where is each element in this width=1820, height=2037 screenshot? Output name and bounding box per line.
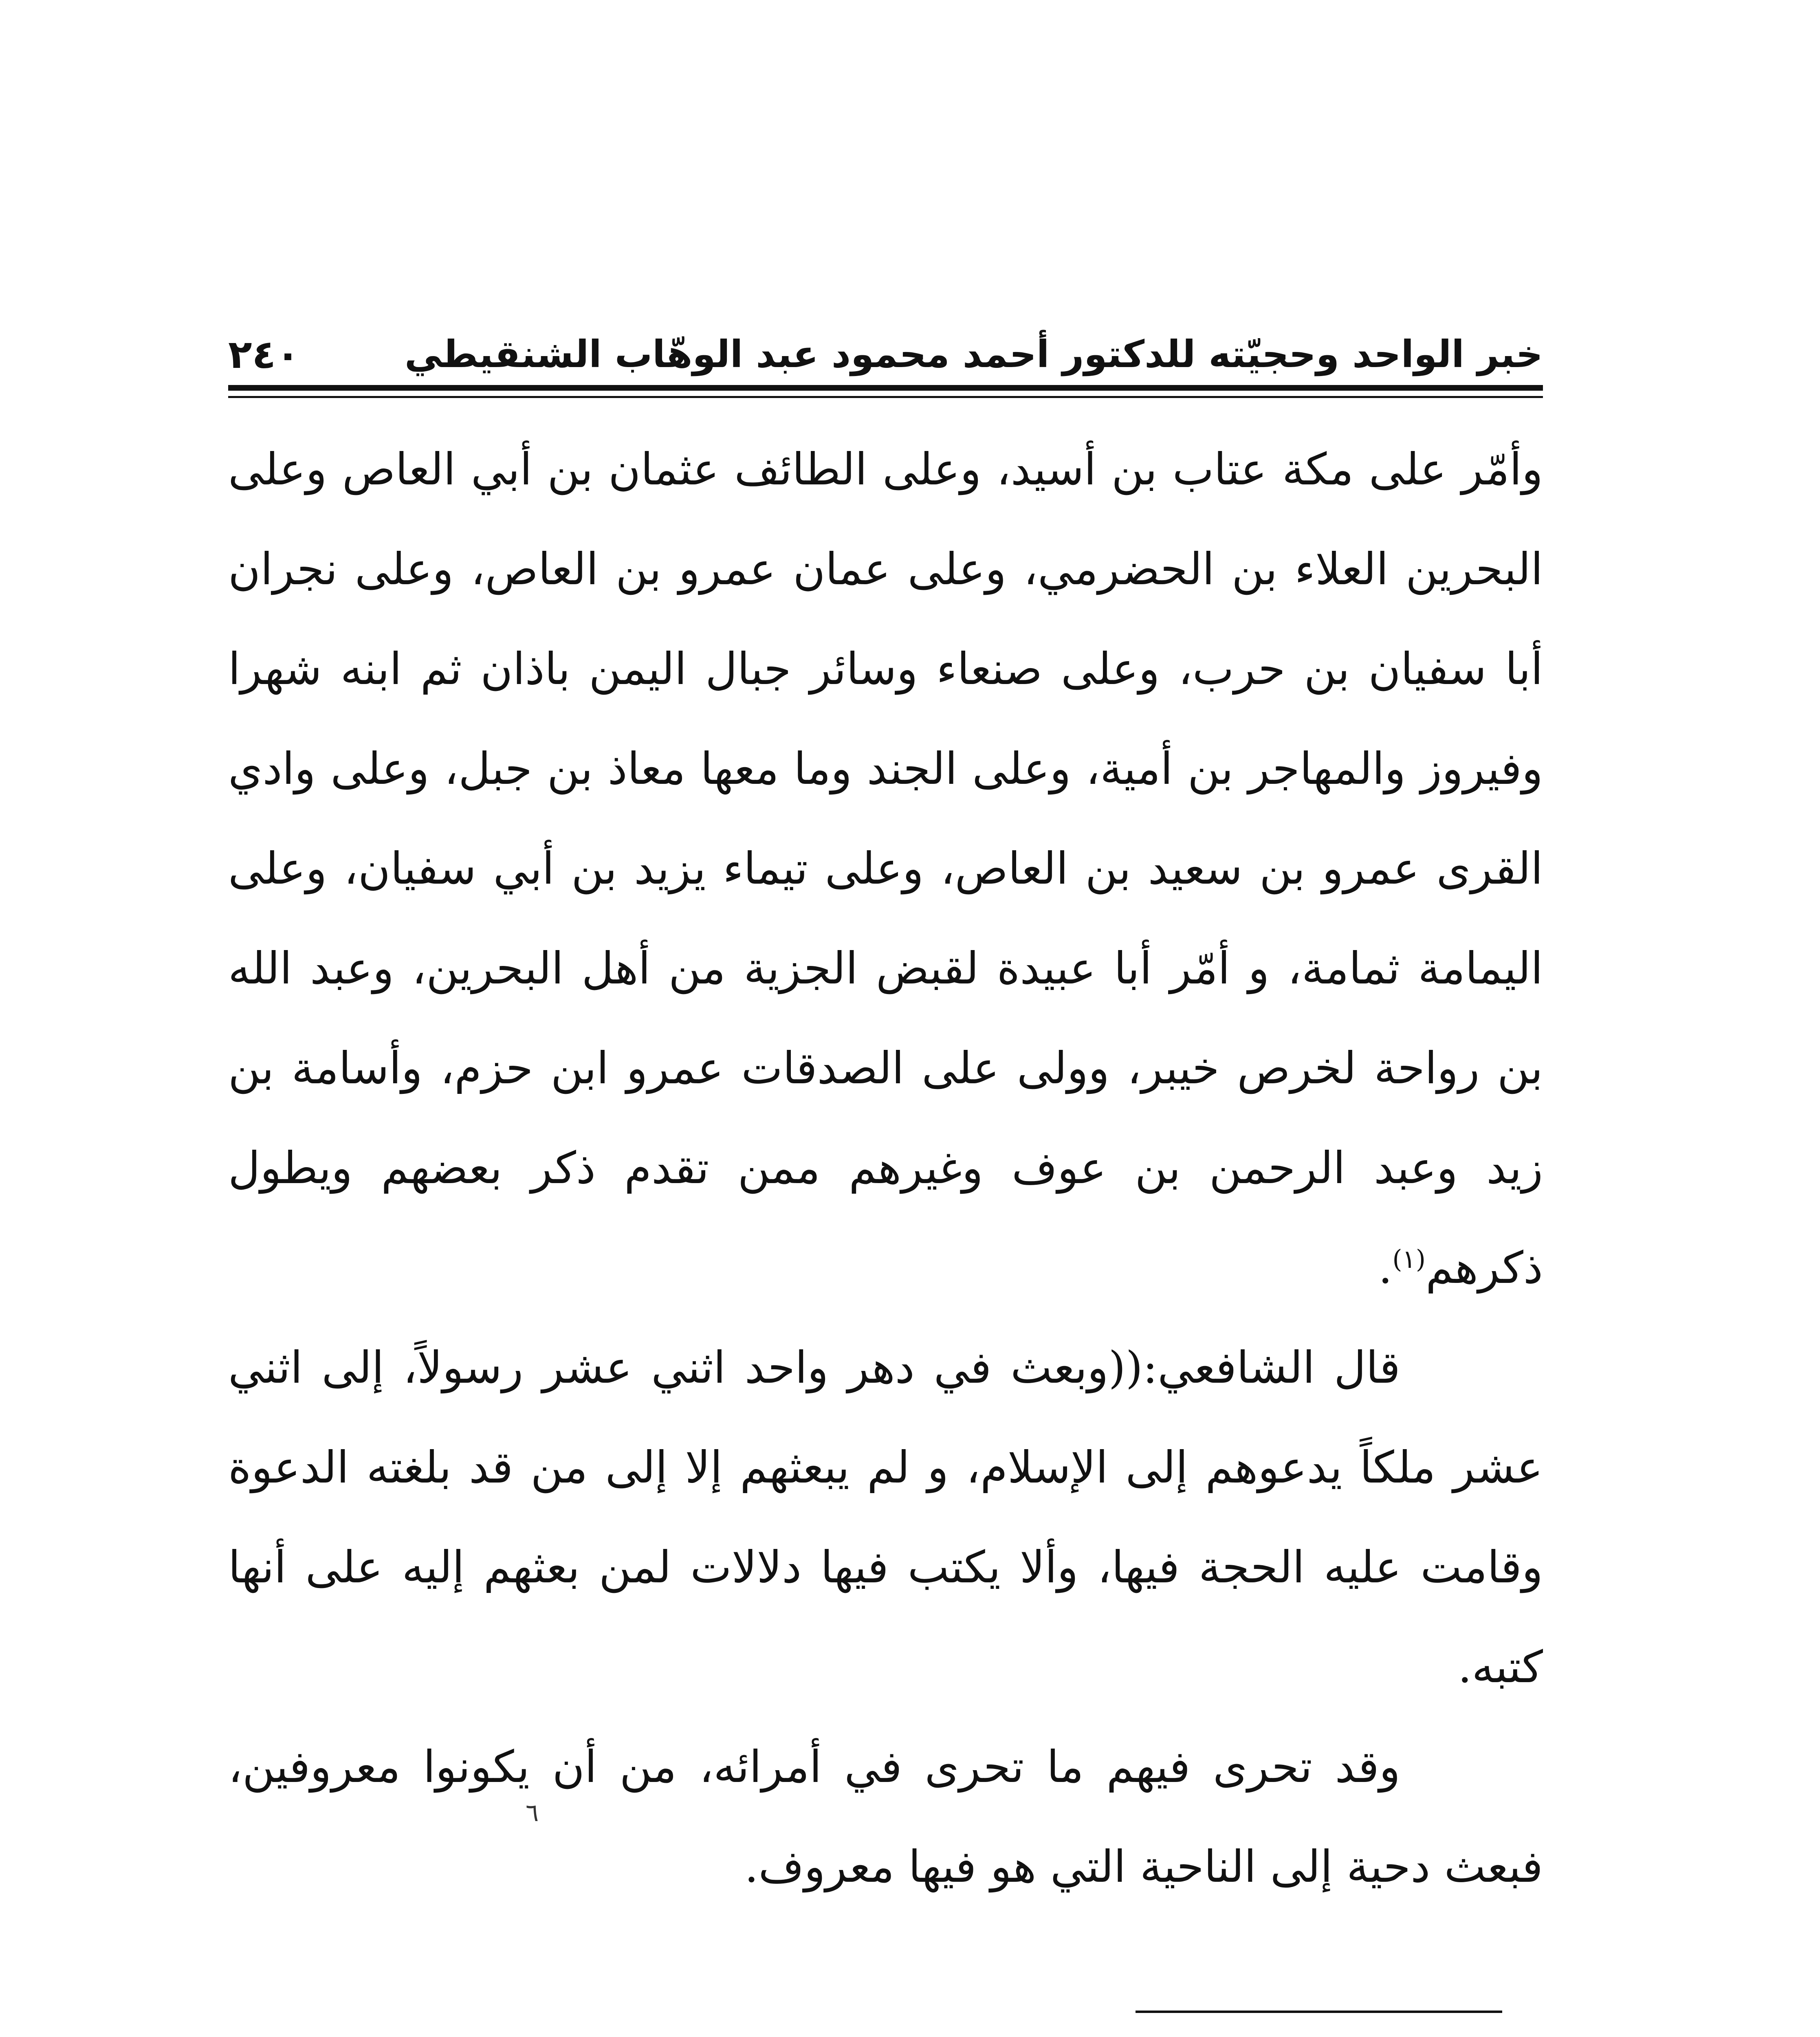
paragraph-1-end: . — [1378, 1243, 1393, 1293]
body-text — [228, 420, 1543, 1917]
paragraph-3: وقد تحرى فيهم ما تحرى في أمرائه، من أن يكونوا معروفين، فبعث دحية إلى الناحية التي هو فيها معروف. — [228, 1742, 1543, 1892]
stray-mark: ٦ — [526, 1799, 539, 1827]
page-number: ٢٤٠ — [228, 332, 300, 377]
paragraph-2: قال الشافعي:((وبعث في دهر واحد اثني عشر رسولاً، إلى اثني عشر ملكاً يدعوهم إلى الإسلام، و لم يبعثهم إلا إلى من قد بلغته الدعوة وقامت عليه الحجة فيها، وألا يكتب فيها دلالات لمن بعثهم إليه على أنها كتبه. — [228, 1342, 1543, 1693]
paragraph-1-text: وأمّر على مكة عتاب بن أسيد، وعلى الطائف عثمان بن أبي العاص وعلى البحرين العلاء بن الحضرمي، وعلى عمان عمرو بن العاص، وعلى نجران أبا سفيان بن حرب، وعلى صنعاء وسائر جبال اليمن باذان ثم ابنه شهرا وفيروز والمهاجر بن أمية، وعلى الجند وما معها معاذ بن جبل، وعلى وادي القرى عمرو بن سعيد بن العاص، وعلى تيماء يزيد بن أبي سفيان، وعلى اليمامة ثمامة، و أمّر أبا عبيدة لقبض الجزية من أهل البحرين، وعبد الله بن رواحة لخرص خيبر، وولى على الصدقات عمرو ابن حزم، وأسامة بن زيد وعبد الرحمن بن عوف وغيرهم ممن تقدم ذكر بعضهم ويطول ذكرهم — [228, 444, 1543, 1293]
running-header — [228, 326, 1543, 383]
header-rule-thick — [228, 385, 1543, 391]
header-title: خبر الواحد وحجيّته للدكتور أحمد محمود عبد الوهّاب الشنقيطي — [404, 332, 1543, 376]
paragraph-1 — [228, 420, 1543, 1318]
footnote-separator — [1136, 2011, 1502, 2013]
footnote-reference: (١) — [1392, 1244, 1426, 1274]
header-rule-thin — [228, 396, 1543, 398]
